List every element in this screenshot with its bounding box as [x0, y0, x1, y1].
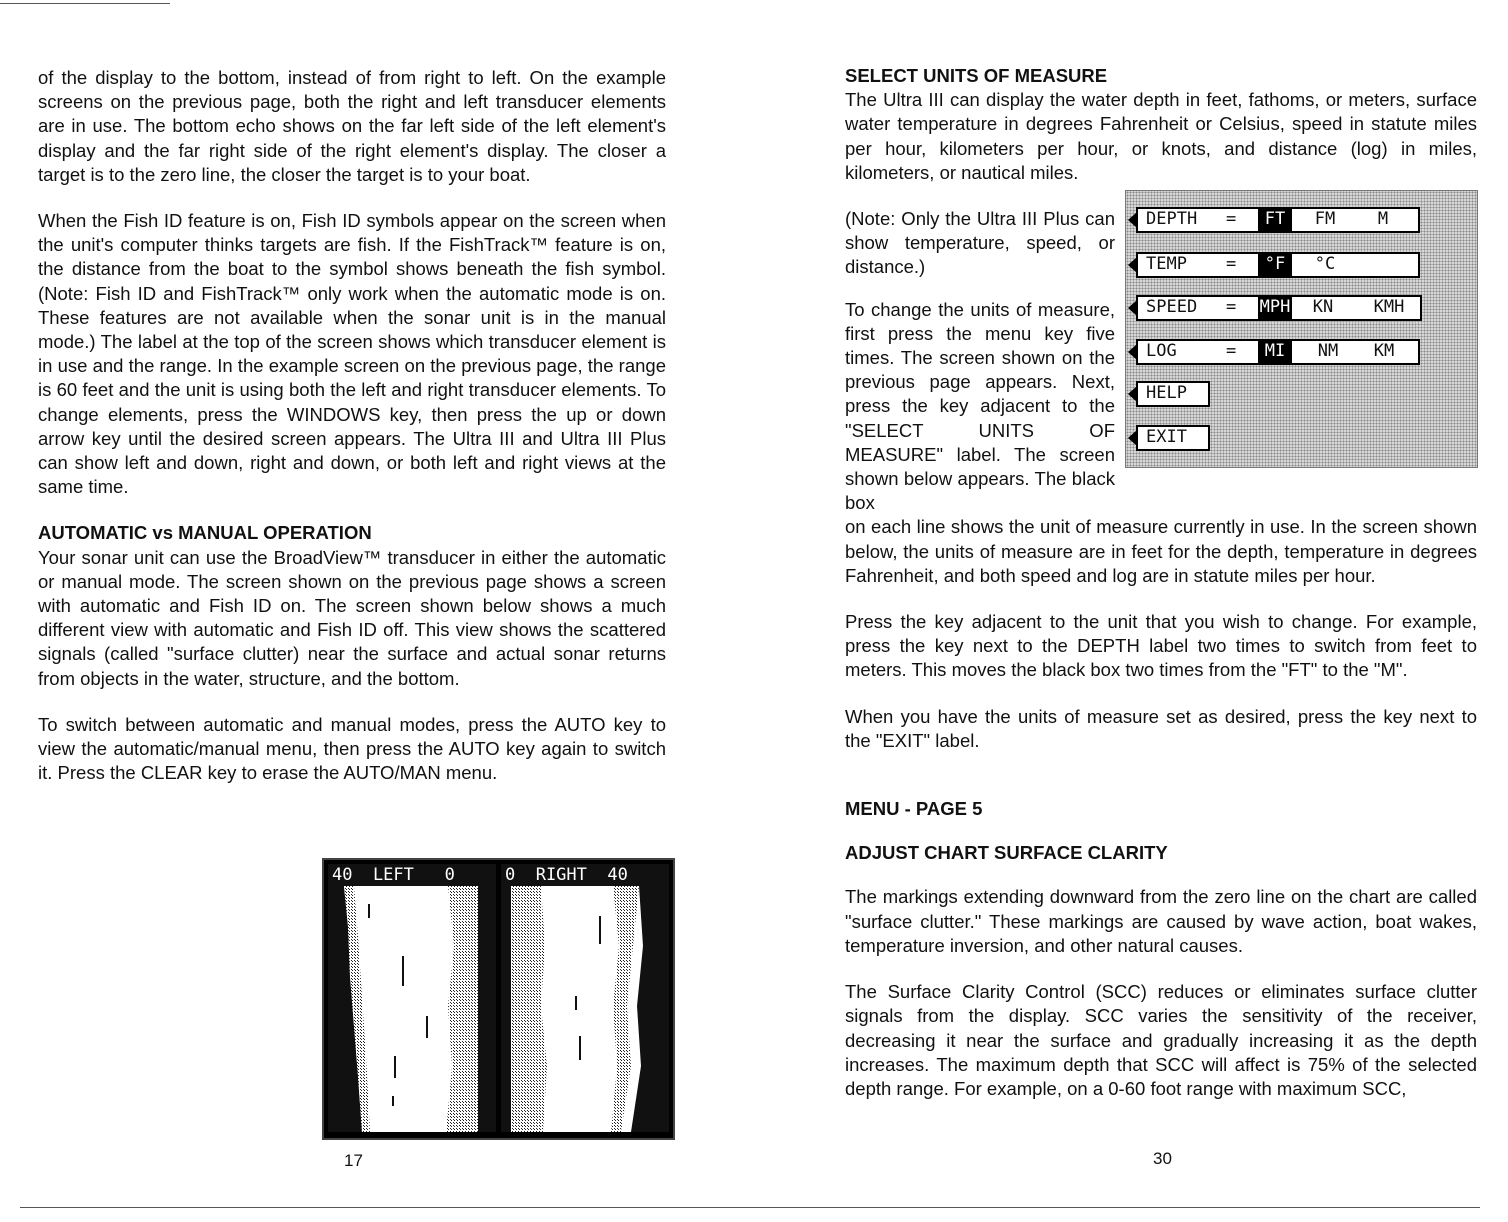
menu-heading: MENU - PAGE 5: [845, 798, 983, 820]
paragraph: To change the units of measure, first press the menu key five times. The screen shown on the previous page appears. Next, press the key adjacent to the "SELECT UNITS OF MEASURE" label. The screen shown below appears. The black box: [845, 298, 1115, 514]
page-number: 17: [344, 1151, 363, 1170]
speed-row[interactable]: [1136, 295, 1422, 321]
note-paragraph: (Note: Only the Ultra III Plus can show temperature, speed, or distance.): [845, 208, 1115, 278]
wrapped-text-block: [845, 207, 1115, 515]
equals-sign: =: [1226, 341, 1237, 361]
log-option-nm: NM: [1317, 341, 1339, 361]
paragraph: of the display to the bottom, instead of from right to left. On the example screens on the previous page, both the right and left transducer elements are in use. The bottom echo shows on the far left side of the left element's display and the far right side of the right element's display. The closer a target is to the zero line, the closer the target is to your boat.: [38, 67, 666, 185]
temp-label: TEMP: [1146, 254, 1187, 274]
arrow-left-icon: [1128, 386, 1137, 402]
paragraph: Your sonar unit can use the BroadView™ transducer in either the automatic or manual mode. The screen shown on the previous page shows a screen with automatic and Fish ID on. The screen shown below shows a much different view with automatic and Fish ID off. This view shows the scattered signals (called "surface clutter) near the surface and actual sonar returns from objects in the water, structure, and the bottom.: [38, 546, 666, 689]
left-panel-label: 40 LEFT 0: [328, 864, 496, 886]
section-heading: SELECT UNITS OF MEASURE: [845, 65, 1108, 86]
speed-option-mph: MPH: [1259, 297, 1291, 317]
paragraph: The Ultra III can display the water depth in feet, fathoms, or meters, surface water temperature in degrees Fahrenheit or Celsius, speed in statute miles per hour, kilometers per hour, or knots, and distance (log) in miles, kilometers, or nautical miles.: [845, 89, 1477, 183]
paragraph: on each line shows the unit of measure currently in use. In the screen shown below, the units of measure are in feet for the depth, temperature in degrees Fahrenheit, and both speed and log are in statute miles per hour.: [845, 516, 1477, 586]
speed-label: SPEED: [1146, 297, 1198, 317]
exit-label: EXIT: [1146, 427, 1187, 447]
log-label: LOG: [1146, 341, 1177, 361]
depth-row[interactable]: [1136, 207, 1420, 233]
equals-sign: =: [1226, 297, 1237, 317]
zero-line: [501, 886, 511, 1132]
depth-option-ft: FT: [1258, 209, 1292, 231]
depth-option-fm: FM: [1314, 209, 1336, 229]
left-sonar-panel: [328, 864, 496, 1132]
section-heading: ADJUST CHART SURFACE CLARITY: [845, 842, 1168, 864]
log-option-mi: MI: [1258, 341, 1292, 363]
bottom-echo-shade: [611, 886, 639, 1132]
section-heading: AUTOMATIC vs MANUAL OPERATION: [38, 522, 372, 544]
arrow-left-icon: [1128, 300, 1137, 316]
arrow-left-icon: [1128, 344, 1137, 360]
depth-option-m: M: [1377, 209, 1389, 229]
equals-sign: =: [1226, 254, 1237, 274]
speed-option-kn: KN: [1312, 297, 1334, 317]
arrow-left-icon: [1128, 257, 1137, 273]
temp-option-f: °F: [1258, 254, 1292, 276]
log-option-km: KM: [1373, 341, 1395, 361]
exit-button[interactable]: [1136, 425, 1210, 451]
left-page-column: [38, 66, 666, 807]
surface-clutter: [446, 886, 478, 1132]
paragraph: To switch between automatic and manual modes, press the AUTO key to view the automatic/manual menu, then press the AUTO key again to switch it. Press the CLEAR key to erase the AUTO/MAN menu.: [38, 713, 666, 784]
paragraph: When the Fish ID feature is on, Fish ID symbols appear on the screen when the unit's computer thinks targets are fish. If the FishTrack™ feature is on, the distance from the boat to the symbol shows beneath the fish symbol. (Note: Fish ID and FishTrack™ only work when the automatic mode is on. These features are not available when the sonar unit is in the manual mode.) The label at the top of the screen shows which transducer element is in use and the range. In the example screen on the previous page, the range is 60 feet and the unit is using both the left and right transducer elements. To change elements, press the WINDOWS key, then press the up or down arrow key until the desired screen appears. The Ultra III and Ultra III Plus can show left and down, right and down, or both left and right views at the same time.: [38, 210, 666, 498]
arrow-left-icon: [1128, 212, 1137, 228]
right-sonar-panel: [501, 864, 669, 1132]
zero-line: [478, 886, 496, 1132]
page-number: 30: [1153, 1149, 1172, 1168]
temp-row[interactable]: [1136, 252, 1420, 278]
temp-option-c: °C: [1314, 254, 1336, 274]
help-label: HELP: [1146, 383, 1187, 403]
paragraph: The markings extending downward from the zero line on the chart are called "surface clutter." These markings are caused by wave action, boat wakes, temperature inversion, and other natural causes.: [845, 886, 1477, 956]
units-of-measure-screen: [1125, 190, 1478, 468]
equals-sign: =: [1226, 209, 1237, 229]
top-rule: [0, 3, 170, 4]
bottom-echo: [631, 886, 669, 1132]
surface-clutter: [511, 886, 547, 1132]
speed-option-kmh: KMH: [1373, 297, 1405, 317]
right-sonar-returns: [501, 886, 669, 1132]
log-row[interactable]: [1136, 339, 1420, 365]
paragraph: The Surface Clarity Control (SCC) reduces or eliminates surface clutter signals from the display. SCC varies the sensitivity of the receiver, decreasing it near the surface and gradually increasing it as the depth increases. The maximum depth that SCC will affect is 75% of the selected depth range. For example, on a 0-60 foot range with maximum SCC,: [845, 981, 1477, 1099]
left-sonar-returns: [328, 886, 496, 1132]
paragraph: When you have the units of measure set as desired, press the key next to the "EXIT" label.: [845, 705, 1477, 751]
help-button[interactable]: [1136, 381, 1210, 407]
right-panel-label: 0 RIGHT 40: [501, 864, 669, 886]
bottom-rule: [20, 1207, 1480, 1208]
paragraph: Press the key adjacent to the unit that you wish to change. For example, press the key next to the DEPTH label two times to switch from feet to meters. This moves the black box two times from the "FT" to the "M".: [845, 611, 1477, 681]
depth-label: DEPTH: [1146, 209, 1198, 229]
sonar-screen-figure: [322, 858, 675, 1140]
arrow-left-icon: [1128, 430, 1137, 446]
